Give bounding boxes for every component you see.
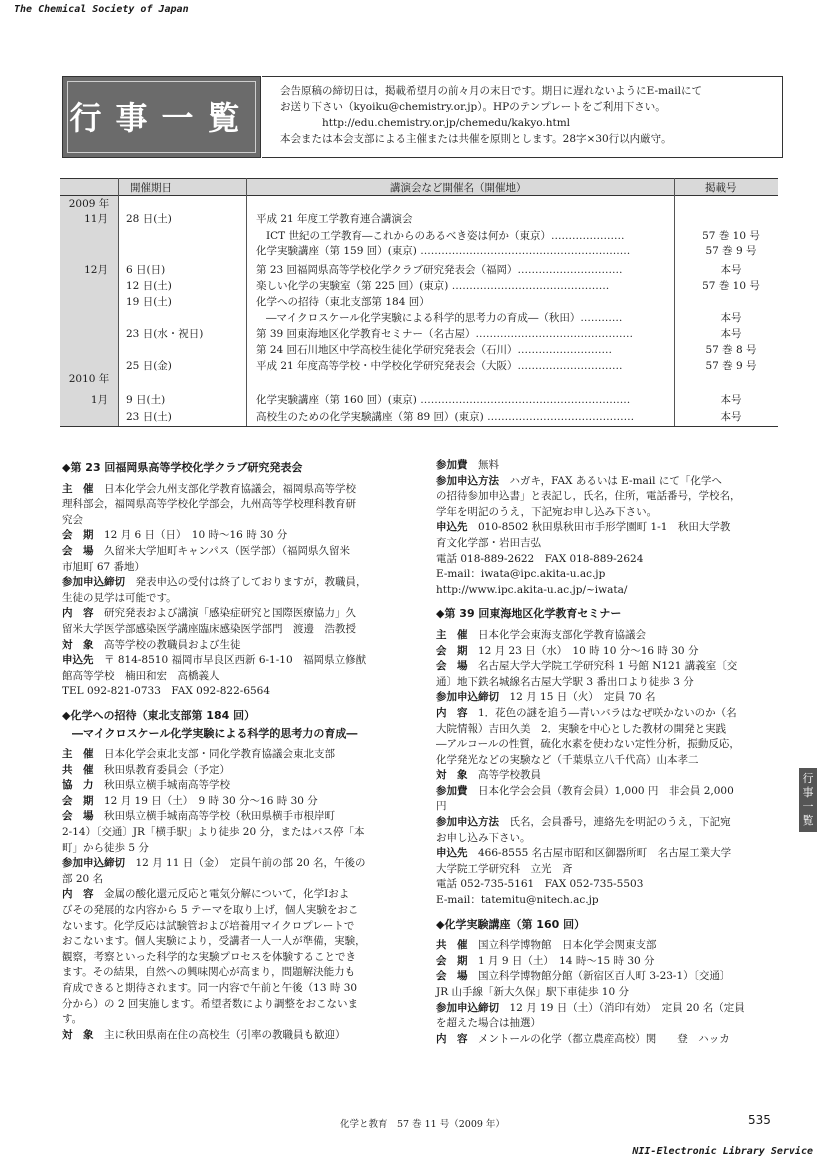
row-day: 23 日(水・祝日) bbox=[126, 328, 204, 340]
text-line bbox=[436, 706, 772, 722]
text-line bbox=[62, 544, 418, 560]
field-value: 国立科学博物館 日本化学会関東支部 bbox=[478, 939, 657, 952]
header-event: 講演会など開催名（開催地） bbox=[390, 182, 527, 194]
text-line bbox=[436, 938, 772, 954]
field-label: 申込先 bbox=[436, 847, 468, 860]
field-value: 12 月 11 日（金） 定員午前の部 20 名，午後の bbox=[135, 857, 366, 870]
text-line bbox=[62, 887, 418, 903]
text-line bbox=[436, 954, 772, 970]
text-line bbox=[62, 591, 418, 607]
field-value: ―アルコールの性質，硫化水素を使わない定性分析，振動反応， bbox=[436, 738, 740, 751]
text-line bbox=[436, 1032, 772, 1048]
field-value: 日本化学会東海支部化学教育協議会 bbox=[478, 628, 646, 641]
text-line bbox=[436, 722, 772, 738]
field-label: 参加費 bbox=[436, 784, 468, 797]
submission-notice bbox=[262, 76, 783, 158]
text-line bbox=[436, 893, 772, 909]
field-value: 1 月 9 日（土） 14 時～15 時 30 分 bbox=[478, 954, 655, 967]
row-day: 25 日(金) bbox=[126, 360, 172, 372]
row-day: 28 日(土) bbox=[126, 213, 172, 225]
field-value: 大院情報）吉田久美 2．実験を中心とした教材の開発と実践 bbox=[436, 722, 727, 735]
field-label: 参加申込締切 bbox=[62, 857, 125, 870]
field-value: http://www.ipc.akita-u.ac.jp/~iwata/ bbox=[436, 583, 628, 596]
field-value: 化学発光などの実験など（千葉県立八千代高）山本孝二 bbox=[436, 753, 699, 766]
field-value: 日本化学会東北支部・同化学教育協議会東北支部 bbox=[104, 748, 335, 761]
text-line bbox=[62, 497, 418, 513]
header-pub: 掲載号 bbox=[705, 182, 737, 194]
field-value: 秋田県立横手城南高等学校（秋田県横手市根岸町 bbox=[104, 810, 335, 823]
field-value: 生徒の見学は可能です。 bbox=[62, 591, 177, 604]
schedule-row bbox=[60, 278, 778, 293]
field-label: 会 期 bbox=[436, 954, 468, 967]
page-title: 行事一覧 bbox=[69, 99, 254, 137]
text-line bbox=[436, 567, 772, 583]
schedule-row bbox=[60, 342, 778, 357]
field-value: 大学院工学研究科 立光 斉 bbox=[436, 862, 573, 875]
society-header: The Chemical Society of Japan bbox=[14, 4, 189, 15]
field-label: 参加申込締切 bbox=[436, 1001, 499, 1014]
schedule-row bbox=[60, 228, 778, 243]
text-line bbox=[62, 919, 418, 935]
field-label: 内 容 bbox=[62, 607, 94, 620]
schedule-row bbox=[60, 392, 778, 407]
field-value: 電話 018-889-2622 FAX 018-889-2624 bbox=[436, 552, 644, 565]
field-label: 会 場 bbox=[436, 970, 468, 983]
field-label: 参加申込方法 bbox=[436, 474, 499, 487]
left-column bbox=[62, 458, 418, 1043]
row-event: 平成 21 年度高等学校・中学校化学研究発表会（大阪）………………………… bbox=[256, 360, 623, 372]
text-line bbox=[62, 997, 418, 1013]
field-value: 発表申込の受付は終了しておりますが，教職員， bbox=[135, 576, 367, 589]
row-month: 12月 bbox=[60, 262, 118, 277]
row-event: 平成 21 年度工学教育連合講演会 bbox=[256, 213, 413, 225]
text-line bbox=[62, 638, 418, 654]
library-footer: NII-Electronic Library Service bbox=[632, 1146, 813, 1157]
row-event: 楽しい化学の実験室（第 225 回）(東京) ……………………………………… bbox=[256, 280, 610, 292]
field-label: 対 象 bbox=[62, 1028, 94, 1041]
schedule-row bbox=[60, 326, 778, 341]
row-month: 1月 bbox=[60, 392, 118, 407]
year-label: 2009 年 bbox=[60, 196, 118, 210]
field-label: 会 場 bbox=[62, 810, 94, 823]
field-value: 無料 bbox=[478, 459, 499, 471]
text-line bbox=[436, 1016, 772, 1032]
text-line bbox=[436, 675, 772, 691]
row-event: ICT 世紀の工学教育―これからのあるべき姿は何か（東京）………………… bbox=[266, 230, 625, 242]
text-line bbox=[62, 872, 418, 888]
field-label: 内 容 bbox=[62, 888, 94, 901]
field-value: 高等学校の教職員および生徒 bbox=[104, 638, 241, 651]
field-value: の招待参加申込書」と表記し，氏名，住所，電話番号，学校名， bbox=[436, 490, 741, 503]
row-day: 9 日(土) bbox=[126, 394, 166, 406]
field-label: 主 催 bbox=[62, 482, 94, 495]
field-value: おこないます。個人実験により，受講者一人一人が準備，実験， bbox=[62, 935, 366, 948]
text-line bbox=[436, 552, 772, 568]
field-value: お申し込み下さい。 bbox=[436, 831, 531, 844]
text-line bbox=[62, 934, 418, 950]
field-value: 高等学校教員 bbox=[478, 769, 541, 782]
row-event: 高校生のための化学実験講座（第 89 回）(東京) …………………………………… bbox=[256, 411, 635, 423]
row-pub: 本号 bbox=[720, 411, 742, 423]
text-line bbox=[62, 903, 418, 919]
text-line bbox=[436, 862, 772, 878]
field-label: 参加申込締切 bbox=[436, 691, 499, 704]
section-title: ◆化学実験講座（第 160 回） bbox=[436, 917, 586, 931]
text-line bbox=[436, 536, 772, 552]
text-line bbox=[62, 950, 418, 966]
field-value: 市旭町 67 番地） bbox=[62, 560, 146, 573]
row-event: 化学への招待（東北支部第 184 回） bbox=[256, 296, 430, 308]
right-column bbox=[436, 458, 772, 1047]
row-pub: 本号 bbox=[720, 394, 742, 406]
row-pub: 57 巻 9 号 bbox=[705, 360, 757, 372]
field-label: 対 象 bbox=[62, 638, 94, 651]
field-label: 参加申込方法 bbox=[436, 816, 499, 829]
text-line bbox=[436, 831, 772, 847]
section-title: ◆第 23 回福岡県高等学校化学クラブ研究発表会 bbox=[62, 461, 303, 474]
notice-line: 会告原稿の締切日は，掲載希望月の前々月の末日です。期日に遅れないようにE-mailにて bbox=[280, 85, 702, 97]
row-pub: 本号 bbox=[720, 312, 742, 324]
field-label: 会 期 bbox=[436, 644, 468, 657]
field-label: 主 催 bbox=[62, 748, 94, 761]
schedule-row bbox=[60, 262, 778, 277]
row-day: 23 日(土) bbox=[126, 411, 172, 423]
text-line bbox=[436, 753, 772, 769]
text-line bbox=[436, 489, 772, 505]
text-line bbox=[436, 799, 772, 815]
field-value: ないます。化学反応は試験管および培養用マイクロプレートで bbox=[62, 919, 355, 932]
journal-footer: 化学と教育 57 巻 11 号（2009 年） bbox=[340, 1119, 505, 1130]
field-value: JR 山手線「新大久保」駅下車徒歩 10 分 bbox=[436, 986, 629, 998]
text-line bbox=[436, 815, 772, 831]
field-value: 円 bbox=[436, 800, 447, 813]
row-pub: 本号 bbox=[720, 328, 742, 340]
notice-line: http://edu.chemistry.or.jp/chemedu/kakyo.html bbox=[280, 117, 571, 129]
row-event: 化学実験講座（第 160 回）(東京) …………………………………………………… bbox=[256, 394, 631, 406]
field-value: 究会 bbox=[62, 513, 83, 526]
field-value: す。 bbox=[62, 1013, 83, 1026]
row-pub: 57 巻 10 号 bbox=[702, 280, 760, 292]
field-value: 電話 052-735-5161 FAX 052-735-5503 bbox=[436, 878, 644, 891]
row-pub: 57 巻 8 号 bbox=[705, 344, 757, 356]
text-line bbox=[436, 659, 772, 675]
text-line bbox=[62, 653, 418, 669]
field-value: E-mail：tatemitu@nitech.ac.jp bbox=[436, 894, 599, 907]
text-line bbox=[436, 969, 772, 985]
field-value: 通〕地下鉄名城線名古屋大学駅 3 番出口より徒歩 3 分 bbox=[436, 675, 694, 688]
text-line bbox=[436, 474, 772, 490]
row-event: 化学実験講座（第 159 回）(東京) …………………………………………………… bbox=[256, 245, 631, 257]
field-value: 12 月 6 日（日） 10 時～16 時 30 分 bbox=[104, 529, 288, 542]
text-line bbox=[436, 846, 772, 862]
text-line bbox=[62, 763, 418, 779]
field-value: 町」から徒歩 5 分 bbox=[62, 841, 149, 854]
field-value: 12 月 19 日（土）（消印有効） 定員 20 名（定員 bbox=[509, 1001, 745, 1014]
field-value: 〒 814-8510 福岡市早良区西新 6-1-10 福岡県立修猷 bbox=[104, 654, 367, 667]
text-line bbox=[62, 981, 418, 997]
field-value: 12 月 15 日（火） 定員 70 名 bbox=[509, 691, 656, 704]
text-line bbox=[436, 690, 772, 706]
header-date: 開催期日 bbox=[130, 182, 172, 194]
section-subtitle: ―マイクロスケール化学実験による科学的思考力の育成― bbox=[72, 726, 358, 740]
field-value: 金属の酸化還元反応と電気分解について，化学Ⅰおよ bbox=[104, 888, 350, 901]
field-label: 共 催 bbox=[436, 939, 468, 952]
row-pub: 57 巻 9 号 bbox=[705, 245, 757, 257]
text-line bbox=[62, 528, 418, 544]
field-value: 日本化学会九州支部化学教育協議会，福岡県高等学校 bbox=[104, 482, 356, 495]
text-line bbox=[62, 684, 418, 700]
field-value: 12 月 23 日（水） 10 時 10 分～16 時 30 分 bbox=[478, 644, 699, 657]
field-label: 会 期 bbox=[62, 529, 94, 542]
text-line bbox=[436, 768, 772, 784]
field-value: を超えた場合は抽選） bbox=[436, 1017, 541, 1030]
field-value: 分から）の 2 回実施します。希望者数により調整をおこないま bbox=[62, 997, 359, 1010]
row-event: ―マイクロスケール化学実験による科学的思考力の育成―（秋田）………… bbox=[266, 312, 623, 324]
field-label: 内 容 bbox=[436, 706, 468, 719]
field-value: 留米大学医学部感染医学講座臨床感染医学部門 渡邊 浩教授 bbox=[62, 622, 356, 635]
schedule-row bbox=[60, 310, 778, 325]
text-line bbox=[62, 513, 418, 529]
row-event: 第 39 回東海地区化学教育セミナー（名古屋）……………………………………… bbox=[256, 328, 634, 340]
field-label: 申込先 bbox=[436, 521, 468, 534]
text-line bbox=[62, 1012, 418, 1028]
text-line bbox=[436, 1001, 772, 1017]
row-event: 第 23 回福岡県高等学校化学クラブ研究発表会（福岡）………………………… bbox=[256, 264, 623, 276]
field-value: 研究発表および講演「感染症研究と国際医療協力」久 bbox=[104, 607, 356, 620]
row-pub: 57 巻 10 号 bbox=[702, 230, 760, 242]
field-label: 主 催 bbox=[436, 628, 468, 641]
notice-line: 本会または本会支部による主催または共催を原則とします。28字×30行以内厳守。 bbox=[280, 133, 672, 145]
field-value: びその発展的な内容から 5 テーマを取り上げ，個人実験をおこ bbox=[62, 904, 359, 917]
text-line bbox=[62, 778, 418, 794]
text-line bbox=[436, 784, 772, 800]
text-line bbox=[436, 520, 772, 536]
field-value: E-mail：iwata@ipc.akita-u.ac.jp bbox=[436, 568, 606, 581]
text-line bbox=[62, 575, 418, 591]
text-line bbox=[436, 628, 772, 644]
text-line bbox=[62, 669, 418, 685]
field-value: 観察，考察といった科学的な実験プロセスを体験することでき bbox=[62, 950, 356, 963]
field-value: 1．花色の謎を追う―青いバラはなぜ咲かないのか（名 bbox=[478, 706, 737, 719]
section-title: ◆第 39 回東海地区化学教育セミナー bbox=[436, 607, 622, 621]
field-value: メントールの化学（都立農産高校）関 登 ハッカ bbox=[478, 1032, 730, 1045]
field-label: 会 場 bbox=[436, 660, 468, 673]
text-line bbox=[436, 877, 772, 893]
row-day: 19 日(土) bbox=[126, 296, 172, 308]
row-day: 6 日(日) bbox=[126, 264, 166, 276]
field-label: 内 容 bbox=[436, 1032, 468, 1045]
row-event: 第 24 回石川地区中学高校生徒化学研究発表会（石川）……………………… bbox=[256, 344, 613, 356]
field-value: 主に秋田県南在住の高校生（引率の教職員も歓迎） bbox=[104, 1028, 346, 1041]
row-day: 12 日(土) bbox=[126, 280, 172, 292]
schedule-row bbox=[60, 409, 778, 424]
schedule-row bbox=[60, 243, 778, 258]
schedule-row bbox=[60, 294, 778, 309]
section-title: ◆化学への招待（東北支部第 184 回） bbox=[62, 708, 256, 722]
field-value: 理科部会，福岡県高等学校化学部会，九州高等学校理科教育研 bbox=[62, 498, 356, 511]
field-label: 申込先 bbox=[62, 654, 94, 667]
field-value: 館高等学校 楠田和宏 高橋義人 bbox=[62, 669, 220, 682]
field-value: 部 20 名 bbox=[62, 872, 104, 885]
text-line bbox=[62, 809, 418, 825]
text-line bbox=[62, 622, 418, 638]
field-value: 国立科学博物館分館（新宿区百人町 3-23-1）〔交通〕 bbox=[478, 970, 731, 983]
text-line bbox=[62, 825, 418, 841]
text-line bbox=[436, 737, 772, 753]
field-value: 育文化学部・岩田吉弘 bbox=[436, 536, 541, 549]
notice-line: お送り下さい（kyoiku@chemistry.or.jp）。HPのテンプレートをご利用下さい。 bbox=[280, 101, 666, 113]
text-line bbox=[436, 583, 772, 599]
row-pub: 本号 bbox=[720, 264, 742, 276]
field-label: 会 場 bbox=[62, 544, 94, 557]
text-line bbox=[436, 644, 772, 660]
text-line bbox=[436, 458, 772, 474]
page-number: 535 bbox=[748, 1113, 771, 1127]
field-value: 育成できると期待されます。同一内容で午前と午後（13 時 30 bbox=[62, 982, 358, 994]
field-label: 対 象 bbox=[436, 769, 468, 782]
field-value: 学年を明記のうえ，下記宛お申し込み下さい。 bbox=[436, 505, 658, 518]
field-label: 協 力 bbox=[62, 779, 94, 792]
field-value: 2-14）〔交通〕JR「横手駅」より徒歩 20 分，またはバス停「本 bbox=[62, 826, 365, 839]
field-value: 久留米大学旭町キャンパス（医学部）（福岡県久留米 bbox=[104, 544, 351, 557]
field-value: TEL 092-821-0733 FAX 092-822-6564 bbox=[62, 685, 271, 698]
field-value: 秋田県教育委員会（予定） bbox=[104, 763, 230, 776]
field-value: 氏名，会員番号，連絡先を明記のうえ，下記宛 bbox=[509, 816, 731, 829]
field-value: 010-8502 秋田県秋田市手形学園町 1-1 秋田大学教 bbox=[478, 521, 731, 534]
field-value: 名古屋大学大学院工学研究科 1 号館 N121 講義室〔交 bbox=[478, 660, 738, 673]
field-label: 共 催 bbox=[62, 763, 94, 776]
field-label: 参加費 bbox=[436, 459, 468, 471]
text-line bbox=[62, 965, 418, 981]
field-label: 会 期 bbox=[62, 794, 94, 807]
text-line bbox=[62, 794, 418, 810]
text-line bbox=[62, 560, 418, 576]
side-tab: 行事一覧 bbox=[799, 768, 817, 832]
schedule-header bbox=[60, 178, 778, 196]
field-value: 466-8555 名古屋市昭和区御器所町 名古屋工業大学 bbox=[478, 847, 732, 860]
field-value: 日本化学会会員（教育会員）1,000 円 非会員 2,000 bbox=[478, 784, 734, 797]
field-value: 12 月 19 日（土） 9 時 30 分～16 時 30 分 bbox=[104, 794, 318, 807]
field-value: ハガキ，FAX あるいは E-mail にて「化学へ bbox=[509, 474, 722, 487]
schedule-row bbox=[60, 211, 778, 226]
text-line bbox=[62, 482, 418, 498]
field-value: 秋田県立横手城南高等学校 bbox=[104, 779, 230, 792]
row-month: 11月 bbox=[60, 211, 118, 226]
text-line bbox=[62, 747, 418, 763]
text-line bbox=[62, 841, 418, 857]
field-value: ます。その結果，自然への興味関心が高まり，問題解決能力も bbox=[62, 966, 356, 979]
title-banner bbox=[62, 76, 261, 158]
schedule-row bbox=[60, 358, 778, 373]
text-line bbox=[62, 856, 418, 872]
year-label: 2010 年 bbox=[60, 371, 118, 385]
schedule-table bbox=[60, 178, 778, 427]
text-line bbox=[62, 1028, 418, 1044]
text-line bbox=[62, 606, 418, 622]
text-line bbox=[436, 985, 772, 1001]
text-line bbox=[436, 505, 772, 521]
field-label: 参加申込締切 bbox=[62, 576, 125, 589]
